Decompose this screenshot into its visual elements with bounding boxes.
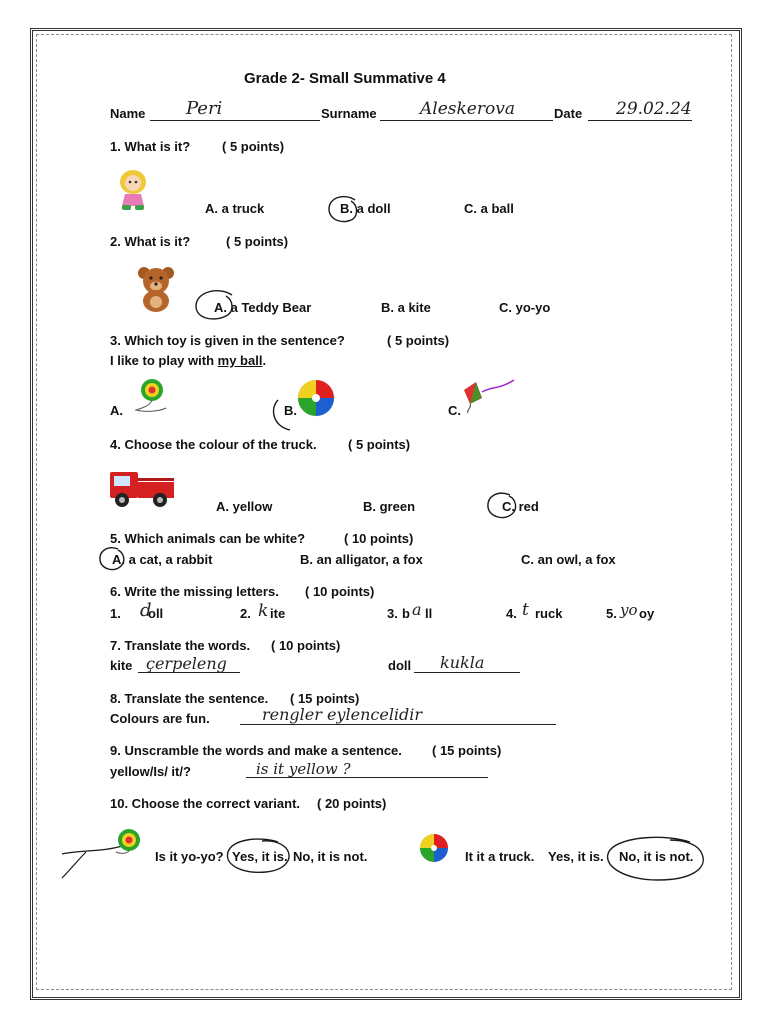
q3-sentence-underlined: my ball bbox=[217, 353, 263, 368]
q1-answer-circle bbox=[325, 194, 365, 228]
q3-sentence-start: I like to play with bbox=[110, 353, 218, 368]
q8-answer-line bbox=[240, 724, 556, 725]
doll-icon bbox=[112, 168, 154, 216]
q5-points: ( 10 points) bbox=[344, 531, 414, 546]
q7-word-2: doll bbox=[388, 658, 412, 673]
teddy-bear-icon bbox=[136, 265, 176, 313]
q1-option-b[interactable]: B. a doll bbox=[340, 201, 391, 216]
q2-answer-circle bbox=[190, 286, 240, 326]
q6-item-3-num: 3. bbox=[387, 606, 398, 621]
q2-question: 2. What is it? bbox=[110, 234, 191, 249]
q9-prompt: yellow/Is/ it/? bbox=[110, 764, 191, 779]
q6-item-2-num: 2. bbox=[240, 606, 251, 621]
q5-option-a[interactable]: A. a cat, a rabbit bbox=[112, 552, 213, 567]
q4-points: ( 5 points) bbox=[348, 437, 411, 452]
q4-option-c[interactable]: C. red bbox=[502, 499, 539, 514]
q3-points: ( 5 points) bbox=[387, 333, 450, 348]
q5-answer-circle bbox=[96, 546, 130, 576]
q9-points: ( 15 points) bbox=[432, 743, 502, 758]
date-label: Date bbox=[554, 106, 583, 121]
q6-item-5-num: 5. bbox=[606, 606, 617, 621]
q6-item-3-after: ll bbox=[425, 606, 433, 621]
beach-ball-icon bbox=[296, 378, 336, 418]
surname-value[interactable]: Aleskerova bbox=[420, 99, 515, 119]
q5-option-c[interactable]: C. an owl, a fox bbox=[521, 552, 616, 567]
q8-question: 8. Translate the sentence. bbox=[110, 691, 269, 706]
q10-right-yes[interactable]: Yes, it is. bbox=[548, 849, 604, 864]
q2-option-c[interactable]: C. yo-yo bbox=[499, 300, 551, 315]
q7-answer-1[interactable]: çerpeleng bbox=[146, 654, 227, 673]
name-label: Name bbox=[110, 106, 146, 121]
q1-points: ( 5 points) bbox=[222, 139, 285, 154]
q3-option-b[interactable]: B. bbox=[284, 403, 297, 418]
yoyo-icon bbox=[132, 378, 172, 414]
date-value[interactable]: 29.02.24 bbox=[616, 99, 692, 119]
q4-answer-circle bbox=[484, 490, 524, 524]
q5-option-b[interactable]: B. an alligator, a fox bbox=[300, 552, 423, 567]
name-line bbox=[150, 120, 320, 121]
q2-option-b[interactable]: B. a kite bbox=[381, 300, 431, 315]
q6-item-4-after: ruck bbox=[535, 606, 563, 621]
q10-left-question: Is it yo-yo? bbox=[155, 849, 224, 864]
q10-right-answer-circle bbox=[600, 834, 712, 886]
q4-option-b[interactable]: B. green bbox=[363, 499, 416, 514]
q10-ball-icon bbox=[418, 832, 450, 864]
q7-answer-2[interactable]: kukla bbox=[440, 653, 485, 672]
q9-answer[interactable]: is it yellow ? bbox=[256, 760, 351, 778]
q10-left-no[interactable]: No, it is not. bbox=[293, 849, 368, 864]
q3-option-a[interactable]: A. bbox=[110, 403, 123, 418]
q10-left-answer-circle bbox=[220, 836, 296, 878]
q7-word-1: kite bbox=[110, 658, 133, 673]
q10-right-question: It it a truck. bbox=[465, 849, 535, 864]
q6-item-4-num: 4. bbox=[506, 606, 517, 621]
q6-item-5-after: oy bbox=[639, 606, 655, 621]
q7-question: 7. Translate the words. bbox=[110, 638, 251, 653]
q6-item-1-after: oll bbox=[148, 606, 164, 621]
worksheet-title: Grade 2- Small Summative 4 bbox=[244, 70, 446, 87]
q10-question: 10. Choose the correct variant. bbox=[110, 796, 301, 811]
q2-points: ( 5 points) bbox=[226, 234, 289, 249]
q3-sentence-end: . bbox=[262, 353, 267, 368]
q6-item-3-answer[interactable]: a bbox=[412, 600, 422, 619]
q8-answer[interactable]: rengler eylencelidir bbox=[262, 705, 423, 724]
q6-question: 6. Write the missing letters. bbox=[110, 584, 279, 599]
surname-line bbox=[380, 120, 553, 121]
q1-option-a[interactable]: A. a truck bbox=[205, 201, 265, 216]
q10-right-no[interactable]: No, it is not. bbox=[619, 849, 694, 864]
name-value[interactable]: Peri bbox=[186, 98, 223, 119]
q6-item-1-answer[interactable]: d bbox=[140, 600, 152, 621]
q3-answer-mark bbox=[270, 398, 300, 434]
q7-points: ( 10 points) bbox=[271, 638, 341, 653]
q8-prompt: Colours are fun. bbox=[110, 711, 210, 726]
kite-icon bbox=[458, 376, 518, 414]
q8-points: ( 15 points) bbox=[290, 691, 360, 706]
q6-points: ( 10 points) bbox=[305, 584, 375, 599]
q3-question: 3. Which toy is given in the sentence? bbox=[110, 333, 345, 348]
date-line bbox=[588, 120, 692, 121]
q2-option-a[interactable]: A. a Teddy Bear bbox=[214, 300, 312, 315]
q9-question: 9. Unscramble the words and make a sentence. bbox=[110, 743, 402, 758]
q1-question: 1. What is it? bbox=[110, 139, 191, 154]
q3-sentence bbox=[110, 353, 266, 369]
q6-item-3-before: b bbox=[402, 606, 410, 621]
surname-label: Surname bbox=[321, 106, 377, 121]
q6-item-4-answer[interactable]: t bbox=[522, 600, 529, 620]
q10-points: ( 20 points) bbox=[317, 796, 387, 811]
q5-question: 5. Which animals can be white? bbox=[110, 531, 306, 546]
q7-answer-2-line bbox=[414, 672, 520, 673]
q10-yoyo-icon bbox=[114, 826, 144, 858]
q3-option-c[interactable]: C. bbox=[448, 403, 461, 418]
q6-item-5-answer[interactable]: yo bbox=[620, 601, 638, 619]
q4-option-a[interactable]: A. yellow bbox=[216, 499, 273, 514]
q4-question: 4. Choose the colour of the truck. bbox=[110, 437, 317, 452]
q1-option-c[interactable]: C. a ball bbox=[464, 201, 514, 216]
q6-item-2-answer[interactable]: k bbox=[258, 601, 269, 621]
q6-item-1-num: 1. bbox=[110, 606, 121, 621]
q6-item-2-after: ite bbox=[270, 606, 286, 621]
red-truck-icon bbox=[108, 464, 176, 510]
q10-left-yes[interactable]: Yes, it is. bbox=[232, 849, 288, 864]
